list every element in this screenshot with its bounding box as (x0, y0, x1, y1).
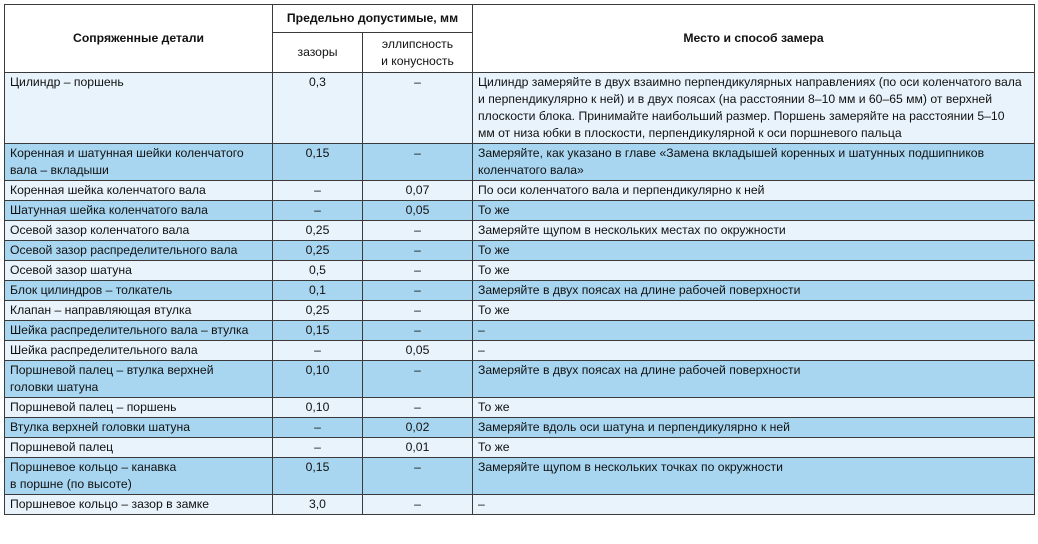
cell-gap: 0,25 (273, 241, 363, 261)
cell-ellipse: – (363, 281, 473, 301)
cell-part: Осевой зазор коленчатого вала (5, 221, 273, 241)
table-row (5, 201, 1035, 221)
cell-ellipse: – (363, 301, 473, 321)
cell-part: Шейка распределительного вала (5, 341, 273, 361)
cell-gap: 0,10 (273, 398, 363, 418)
cell-part: Шатунная шейка коленчатого вала (5, 201, 273, 221)
cell-method: То же (473, 261, 1035, 281)
cell-part: Шейка распределительного вала – втулка (5, 321, 273, 341)
table-row (5, 458, 1035, 495)
cell-ellipse: 0,05 (363, 201, 473, 221)
cell-part: Поршневой палец – поршень (5, 398, 273, 418)
cell-gap: – (273, 438, 363, 458)
cell-method: Замеряйте щупом в нескольких местах по окружности (473, 221, 1035, 241)
cell-ellipse: – (363, 398, 473, 418)
header-tolerance-group: Предельно допустимые, мм (273, 5, 473, 33)
cell-gap: 3,0 (273, 495, 363, 515)
cell-method: То же (473, 398, 1035, 418)
cell-ellipse: 0,02 (363, 418, 473, 438)
cell-gap: – (273, 201, 363, 221)
cell-method: То же (473, 201, 1035, 221)
cell-part: Осевой зазор распределительного вала (5, 241, 273, 261)
cell-gap: 0,25 (273, 301, 363, 321)
cell-method: По оси коленчатого вала и перпендикулярно к ней (473, 181, 1035, 201)
cell-gap: – (273, 418, 363, 438)
table-row (5, 438, 1035, 458)
cell-part: Поршневой палец (5, 438, 273, 458)
cell-part: Поршневое кольцо – канавка в поршне (по высоте) (5, 458, 273, 495)
cell-gap: 0,15 (273, 321, 363, 341)
cell-part: Блок цилиндров – толкатель (5, 281, 273, 301)
cell-gap: – (273, 341, 363, 361)
cell-ellipse: – (363, 144, 473, 181)
cell-ellipse: – (363, 458, 473, 495)
table-row (5, 144, 1035, 181)
table-row (5, 261, 1035, 281)
cell-part: Клапан – направляющая втулка (5, 301, 273, 321)
header-ellipse-taper: эллипсность и конусность (363, 33, 473, 73)
cell-gap: 0,10 (273, 361, 363, 398)
cell-method: Замеряйте, как указано в главе «Замена вкладышей коренных и шатунных подшипников коленчатого вала» (473, 144, 1035, 181)
cell-part: Коренная шейка коленчатого вала (5, 181, 273, 201)
cell-ellipse: – (363, 321, 473, 341)
table-row (5, 341, 1035, 361)
cell-method: – (473, 321, 1035, 341)
cell-gap: 0,15 (273, 458, 363, 495)
header-gaps: зазоры (273, 33, 363, 73)
table-row (5, 301, 1035, 321)
cell-method: – (473, 341, 1035, 361)
cell-method: – (473, 495, 1035, 515)
cell-method: То же (473, 301, 1035, 321)
cell-part: Осевой зазор шатуна (5, 261, 273, 281)
cell-gap: 0,3 (273, 73, 363, 144)
header-measurement-method: Место и способ замера (473, 5, 1035, 73)
cell-method: Замеряйте в двух поясах на длине рабочей поверхности (473, 281, 1035, 301)
cell-part: Поршневое кольцо – зазор в замке (5, 495, 273, 515)
header-mating-parts: Сопряженные детали (5, 5, 273, 73)
table-row (5, 361, 1035, 398)
cell-gap: 0,15 (273, 144, 363, 181)
cell-ellipse: – (363, 221, 473, 241)
cell-ellipse: – (363, 495, 473, 515)
cell-method: Замеряйте в двух поясах на длине рабочей поверхности (473, 361, 1035, 398)
spec-table-container (4, 4, 1034, 515)
table-row (5, 241, 1035, 261)
cell-part: Втулка верхней головки шатуна (5, 418, 273, 438)
cell-ellipse: – (363, 261, 473, 281)
cell-ellipse: 0,07 (363, 181, 473, 201)
cell-ellipse: – (363, 361, 473, 398)
cell-method: То же (473, 241, 1035, 261)
cell-ellipse: 0,05 (363, 341, 473, 361)
cell-method: Замеряйте щупом в нескольких точках по окружности (473, 458, 1035, 495)
table-row (5, 321, 1035, 341)
table-row (5, 281, 1035, 301)
cell-gap: 0,5 (273, 261, 363, 281)
cell-gap: – (273, 181, 363, 201)
cell-ellipse: – (363, 73, 473, 144)
table-row (5, 398, 1035, 418)
cell-method: То же (473, 438, 1035, 458)
cell-part: Цилиндр – поршень (5, 73, 273, 144)
table-row (5, 221, 1035, 241)
cell-gap: 0,1 (273, 281, 363, 301)
table-body (5, 73, 1035, 515)
table-row (5, 495, 1035, 515)
table-row (5, 181, 1035, 201)
cell-part: Поршневой палец – втулка верхней головки шатуна (5, 361, 273, 398)
cell-method: Цилиндр замеряйте в двух взаимно перпендикулярных направлениях (по оси коленчатого вала и перпендикулярно к ней) и в двух поясах (на расстоянии 8–10 мм и 60–65 мм) от верхней плоскости блока. Принимайте наибольший размер. Поршень замеряйте на расстоянии 5–10 мм от низа юбки в плоскости, перпендикулярной к оси поршневого пальца (473, 73, 1035, 144)
cell-method: Замеряйте вдоль оси шатуна и перпендикулярно к ней (473, 418, 1035, 438)
tolerance-table (4, 4, 1035, 515)
cell-part: Коренная и шатунная шейки коленчатого вала – вкладыши (5, 144, 273, 181)
cell-ellipse: 0,01 (363, 438, 473, 458)
table-row (5, 418, 1035, 438)
cell-ellipse: – (363, 241, 473, 261)
table-row (5, 73, 1035, 144)
cell-gap: 0,25 (273, 221, 363, 241)
